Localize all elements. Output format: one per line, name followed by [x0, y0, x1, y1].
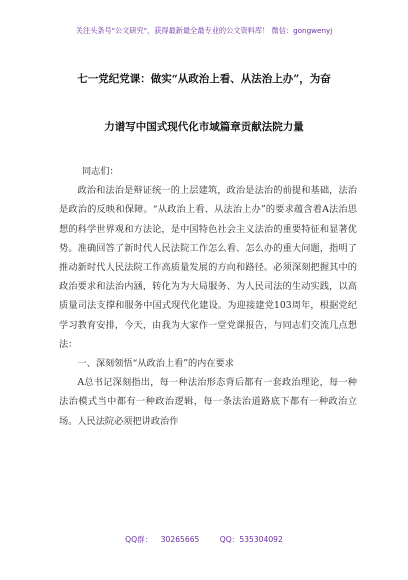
footer-contact [0, 534, 408, 545]
salutation: 同志们： [82, 166, 119, 177]
header-banner: 关注头条号"公文研究"，获得最新最全最专业的公文资料库！ 微信：gongwenyj [75, 26, 333, 35]
paragraph-section-1: A总书记深刻指出，每一种法治形态背后都有一套政治理论，每一种法治模式当中都有一种政治逻辑，每一条法治道路底下都有一种政治立场。人民法院必须把讲政治作 [59, 377, 357, 427]
footer-qq: QQ：535304092 [219, 535, 283, 544]
section-heading-1: 一、深刻领悟“从政治上看”的内在要求 [77, 358, 234, 370]
document-body [59, 162, 357, 431]
paragraph-intro: 政治和法治是辩证统一的上层建筑，政治是法治的前提和基础，法治是政治的反映和保障。“从政治上看、从法治上办”的要求蕴含着A法治思想的科学世界观和方法论，是中国特色社会主义法治的重要特征和显著优势。准确回答了新时代人民法院工作怎么看、怎么办的重大问题，指明了推动新时代人民法院工作高质量发展的方向和路径。必须深刻把握其中的政治要求和法治内涵，转化为为大局服务、为人民司法的生动实践，以高质量司法支撑和服务中国式现代化建设。为迎接建党103周年，根据党纪学习教育安排，今天，由我为大家作一堂党课报告，与同志们交流几点想法： [59, 185, 357, 350]
title-line-2: 力谱写中国式现代化市域篇章贡献法院力量 [104, 121, 304, 133]
footer-qq-group: QQ群： 30265665 [125, 535, 200, 544]
title-line-1: 七一党纪党课：做实“从政治上看、从法治上办”，为奋 [77, 73, 331, 85]
